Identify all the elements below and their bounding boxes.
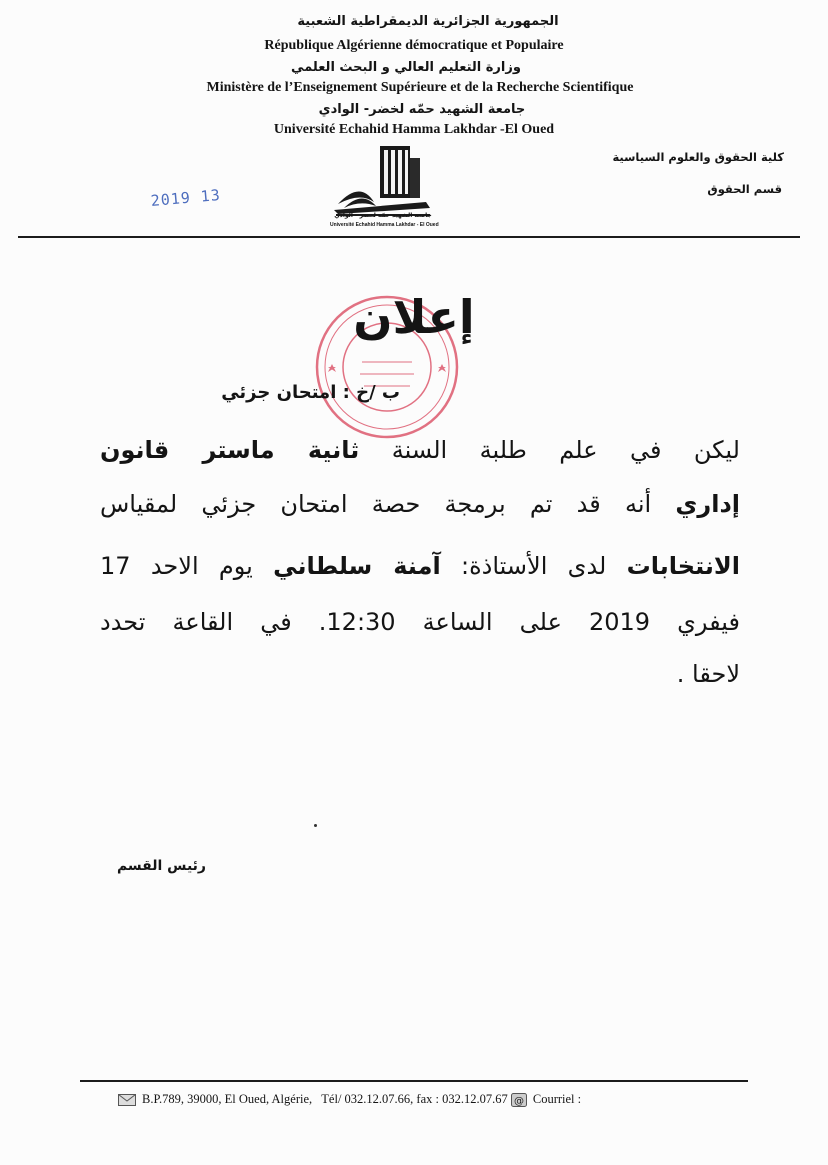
faculty-name: كلية الحقوق والعلوم السياسية (612, 150, 784, 164)
signature-department-head: رئيس القسم (116, 858, 206, 874)
footer-email-label: Courriel : (532, 1092, 582, 1106)
body-text-bold: ثانية ماستر قانون (100, 436, 360, 464)
body-text: يوم الاحد 17 (100, 552, 253, 580)
ink-dot (314, 824, 317, 827)
header-republic-french: République Algérienne démocratique et Populaire (264, 38, 564, 53)
email-at-icon (511, 1093, 527, 1107)
body-text-bold: آمنة سلطاني (273, 552, 441, 580)
logo-caption-french: Université Echahid Hamma Lakhdar - El Oued (330, 222, 439, 228)
announcement-title: إعلان (353, 290, 475, 344)
footer-address: B.P.789, 39000, El Oued, Algérie, (142, 1092, 313, 1106)
svg-text:@: @ (513, 1096, 524, 1108)
body-line-4: فيفري 2019 على الساعة 12:30. في القاعة تحدد (100, 608, 741, 636)
department-name: قسم الحقوق (707, 182, 782, 196)
body-text: لدى الأستاذة: (461, 552, 607, 580)
header-republic-arabic: الجمهورية الجزائرية الديمقراطية الشعبية (297, 14, 559, 29)
body-line-1 (100, 436, 740, 464)
logo-caption-arabic: جامعة الشهيد حمّه لخضر - الوادي (334, 212, 432, 219)
header-ministry-arabic: وزارة التعليم العالي و البحث العلمي (291, 60, 521, 75)
footer-phone-fax: Tél/ 032.12.07.66, fax : 032.12.07.67 (321, 1092, 508, 1106)
header-university-french: Université Echahid Hamma Lakhdar -El Oued (273, 122, 555, 137)
body-line-5: لاحقا . (676, 660, 740, 688)
header-divider (18, 236, 800, 238)
body-line-3 (100, 552, 740, 580)
header-university-arabic: جامعة الشهيد حمّه لخضر- الوادي (318, 102, 526, 117)
footer-contact (118, 1092, 758, 1107)
header-ministry-french: Ministère de l’Enseignement Supérieure et de la Recherche Scientifique (206, 80, 634, 95)
body-text-bold: إداري (675, 490, 740, 518)
body-line-2 (100, 490, 740, 518)
body-text-bold: الانتخابات (626, 552, 741, 580)
announcement-subject: ب /خ : امتحان جزئي (221, 382, 400, 403)
date-stamp: 2019 13 (150, 185, 222, 210)
footer-divider (80, 1080, 748, 1082)
body-text: أنه قد تم برمجة حصة امتحان جزئي لمقياس (100, 490, 652, 518)
body-text: ليكن في علم طلبة السنة (391, 436, 740, 464)
envelope-icon (118, 1094, 136, 1106)
